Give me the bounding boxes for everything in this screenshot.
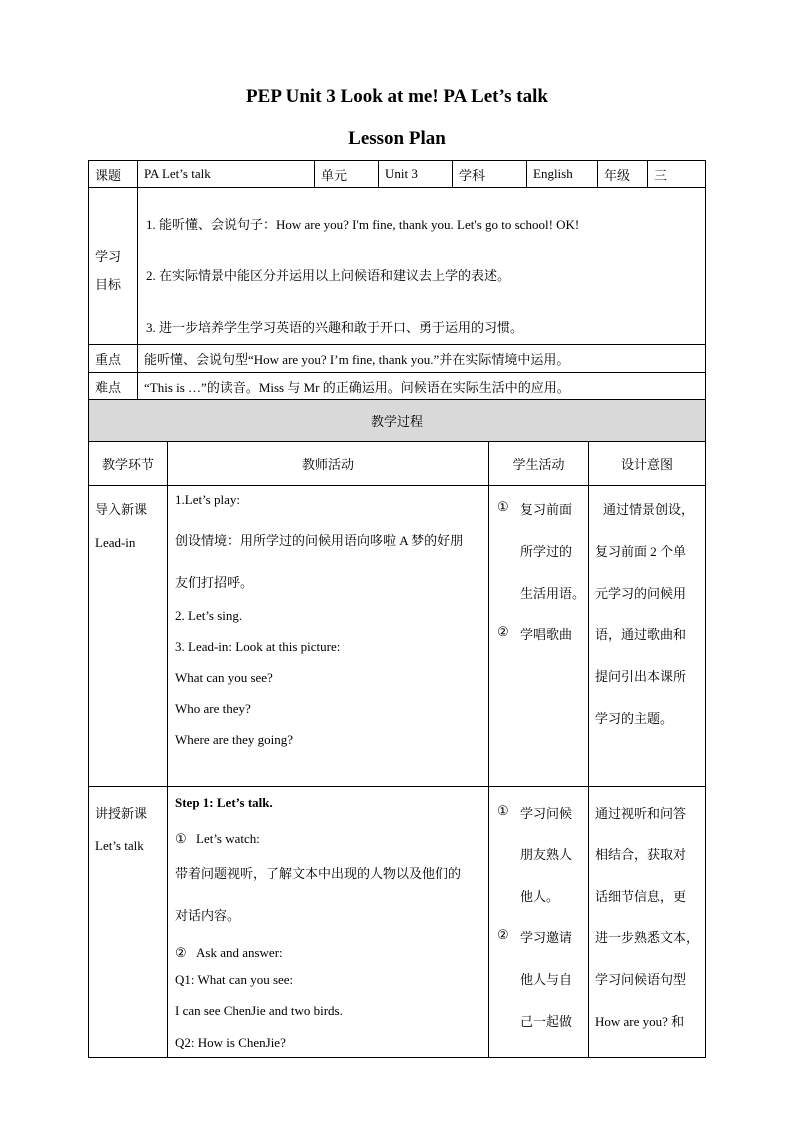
- intent-line: 通过情景创设，: [603, 502, 695, 517]
- student-line: 学习问候: [520, 806, 573, 821]
- intent-line: 学习问候语句型: [595, 972, 687, 987]
- unit-label: 单元: [314, 160, 379, 188]
- difficulties-row: [88, 372, 706, 400]
- student-line: 己一起做: [520, 1014, 573, 1029]
- column-intent: 设计意图: [588, 441, 706, 486]
- talk-stage-en: Let’s talk: [95, 838, 144, 853]
- document-subtitle: Lesson Plan: [348, 128, 446, 149]
- objective-item: 1. 能听懂、会说句子：How are you? I'm fine, thank you. Let's go to school! OK!: [146, 217, 580, 232]
- lead-in-stage-cn: 导入新课: [95, 502, 148, 517]
- intent-line: 语，通过歌曲和: [595, 627, 687, 642]
- column-stage: 教学环节: [88, 441, 168, 486]
- step-title: Step 1: Let’s talk.: [175, 795, 273, 810]
- intent-line: 元学习的问候用: [595, 586, 687, 601]
- column-teacher: 教师活动: [167, 441, 489, 486]
- teacher-line: What can you see?: [175, 670, 273, 685]
- objective-item: 3. 进一步培养学生学习英语的兴趣和敢于开口、勇于运用的习惯。: [146, 320, 524, 335]
- lead-in-teacher: [167, 485, 489, 787]
- teacher-line: Q2: How is ChenJie?: [175, 1035, 286, 1050]
- difficulties-label: 难点: [88, 372, 138, 400]
- teacher-mark: ①: [175, 831, 187, 846]
- intent-line: 通过视听和问答: [595, 806, 687, 821]
- course-label: 课题: [88, 160, 138, 188]
- course-value: PA Let’s talk: [137, 160, 315, 188]
- student-line: 生活用语。: [520, 586, 586, 601]
- lead-in-stage-en: Lead-in: [95, 535, 136, 550]
- student-line: 复习前面: [520, 502, 573, 517]
- student-line: 学习邀请: [520, 930, 573, 945]
- teacher-line: Where are they going?: [175, 732, 294, 747]
- key-points-value: 能听懂、会说句型“How are you? I’m fine, thank you.”并在实际情境中运用。: [137, 344, 706, 373]
- talk-teacher: [167, 786, 489, 1058]
- intent-line: 相结合，获取对: [595, 847, 687, 862]
- unit-value: Unit 3: [378, 160, 453, 188]
- lead-in-row: [88, 485, 706, 787]
- teacher-line: 友们打招呼。: [175, 575, 254, 590]
- teacher-line: 带着问题视听，了解文本中出现的人物以及他们的: [175, 866, 462, 881]
- document-title: PEP Unit 3 Look at me! PA Let’s talk: [246, 86, 548, 107]
- intent-line: 提问引出本课所: [595, 669, 687, 684]
- teacher-line: Q1: What can you see:: [175, 972, 294, 987]
- teacher-line: 1.Let’s play:: [175, 492, 240, 507]
- grade-label: 年级: [597, 160, 648, 188]
- student-line: 所学过的: [520, 544, 573, 559]
- objectives-label-cell: [88, 187, 138, 345]
- student-mark: ①: [497, 803, 509, 818]
- teacher-line: I can see ChenJie and two birds.: [175, 1003, 343, 1018]
- talk-intent: [588, 786, 706, 1058]
- talk-stage-cn: 讲授新课: [95, 806, 148, 821]
- student-line: 朋友熟人: [520, 847, 573, 862]
- talk-row: [88, 786, 706, 1058]
- talk-student: [488, 786, 589, 1058]
- header-row: [88, 160, 706, 188]
- objectives-content: [137, 187, 706, 345]
- teacher-line: Ask and answer:: [196, 945, 283, 960]
- teacher-line: 对话内容。: [175, 908, 241, 923]
- teacher-line: 创设情境：用所学过的问候用语向哆啦 A 梦的好朋: [175, 533, 464, 548]
- student-line: 学唱歌曲: [520, 627, 573, 642]
- teacher-line: Who are they?: [175, 701, 251, 716]
- process-columns-row: [88, 441, 706, 486]
- process-heading: 教学过程: [88, 399, 706, 442]
- student-mark: ②: [497, 927, 509, 942]
- student-line: 他人。: [520, 889, 560, 904]
- objectives-row: [88, 187, 706, 345]
- objectives-label-1: 学习: [95, 249, 122, 264]
- difficulties-value: “This is …”的读音。Miss 与 Mr 的正确运用。问候语在实际生活中的应用。: [137, 372, 706, 400]
- teacher-line: 3. Lead-in: Look at this picture:: [175, 639, 341, 654]
- talk-stage: [88, 786, 168, 1058]
- teacher-line: 2. Let’s sing.: [175, 608, 243, 623]
- student-mark: ②: [497, 624, 509, 639]
- column-student: 学生活动: [488, 441, 589, 486]
- student-line: 他人与自: [520, 972, 573, 987]
- process-heading-row: [88, 399, 706, 442]
- teacher-mark: ②: [175, 945, 187, 960]
- student-mark: ①: [497, 499, 509, 514]
- lead-in-stage: [88, 485, 168, 787]
- lead-in-intent: [588, 485, 706, 787]
- subject-value: English: [526, 160, 598, 188]
- intent-line: How are you? 和: [595, 1014, 685, 1029]
- subject-label: 学科: [452, 160, 527, 188]
- teacher-line: Let’s watch:: [196, 831, 260, 846]
- intent-line: 进一步熟悉文本，: [595, 930, 700, 945]
- key-points-row: [88, 344, 706, 373]
- intent-line: 学习的主题。: [595, 711, 674, 726]
- key-points-label: 重点: [88, 344, 138, 373]
- grade-value: 三: [647, 160, 706, 188]
- objectives-label-2: 目标: [95, 277, 122, 292]
- intent-line: 话细节信息，更: [595, 889, 687, 904]
- objective-item: 2. 在实际情景中能区分并运用以上问候语和建议去上学的表述。: [146, 268, 511, 283]
- lead-in-student: [488, 485, 589, 787]
- intent-line: 复习前面 2 个单: [595, 544, 687, 559]
